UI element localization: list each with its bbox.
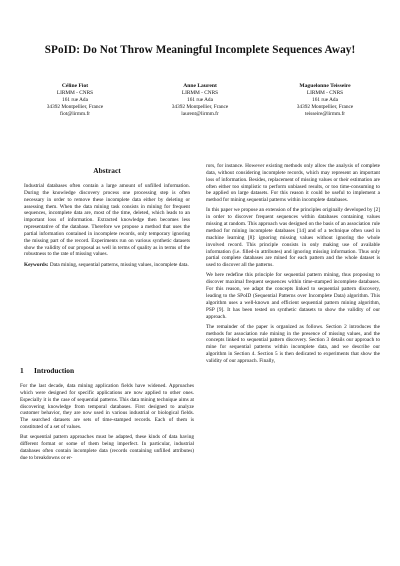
author-address: 34392 Montpellier, France bbox=[46, 103, 104, 110]
author-1 bbox=[20, 83, 130, 118]
paragraph: For the last decade, data mining application fields have widened. Approaches which were designed for specific applications are now applied to other ones. Especially it is the case of sequential patterns. This data mining technique aims at discovering knowledge from temporal databases. First designed to analyze customer behavior, they are now used in various industrial or biological fields. The searched datasets are sets of time-stamped records. Each of them is constituted of a set of values. bbox=[20, 383, 194, 431]
author-address: 34392 Montpellier, France bbox=[296, 103, 354, 110]
author-affiliation: LIRMM - CNRS bbox=[56, 89, 94, 96]
abstract-heading: Abstract bbox=[93, 166, 121, 175]
paragraph: But sequential pattern approaches must be adapted, these kinds of data having different format or some of them being imperfect. In particular, industrial databases often contain incomplete data (records containing unfilled attributes) due to breakdowns or er- bbox=[20, 434, 194, 461]
introduction-body bbox=[20, 383, 194, 465]
section-heading bbox=[20, 366, 194, 375]
abstract-body bbox=[20, 183, 194, 272]
author-name: Céline Fiot bbox=[61, 83, 89, 89]
keywords-text: Data mining, sequential patterns, missing values, incomplete data. bbox=[49, 261, 189, 268]
author-name: Maguelonne Teisseire bbox=[299, 83, 351, 89]
author-address: 161 rue Ada bbox=[312, 96, 338, 103]
author-affiliation: LIRMM - CNRS bbox=[181, 89, 219, 96]
section-title: Introduction bbox=[34, 366, 75, 375]
author-address: 34392 Montpellier, France bbox=[171, 103, 229, 110]
abstract-text: Industrial databases often contain a large amount of unfilled information. During the knowledge discovery process one processing step is often necessary in order to remove these incomplete data either by deleting or assessing them. When the data mining task consists in mining for frequent sequences, incomplete data are, most of the time, deleted, which leads to an important loss of information. Extracted knowledge then becomes less representative of the database. Therefore we propose a method that uses the partial information contained in incomplete records, only temporary ignoring the missing part of the record. Experiments run on various synthetic datasets show the validity of our proposal as well in terms of quality as in terms of the robustness to the rate of missing values. bbox=[24, 183, 190, 258]
right-column bbox=[206, 163, 380, 368]
author-email: fiot@lirmm.fr bbox=[59, 110, 91, 117]
paragraph: The remainder of the paper is organized as follows. Section 2 introduces the methods for association rule mining in the presence of missing values, and the concepts linked to sequential pattern discovery. Section 3 details our approach to mine for sequential patterns within incomplete data, and we describe our algorithm in Section 4. Section 5 is then dedicated to experiments that show the validity of our approach. Finally, bbox=[206, 323, 380, 364]
author-3 bbox=[270, 83, 380, 118]
author-email: laurent@lirmm.fr bbox=[181, 110, 219, 117]
paragraph: In this paper we propose an extension of the principles originally developed by [2] in order to discover frequent sequences within databases containing values missing at random. This approach was designed on the basis of an association rule method for mining incomplete databases [14] and of a technique often used in machine learning [8]: ignoring missing values without ignoring the whole involved record. This principle consists in only making use of available information (i.e. filled-in attributes) and ignoring missing information. Thus only partial complete databases are mined for each pattern and the whole dataset is used to discover all the patterns. bbox=[206, 207, 380, 269]
author-email: teisseire@lirmm.fr bbox=[304, 110, 346, 117]
paper-title: SPoID: Do Not Throw Meaningful Incomplete Sequences Away! bbox=[44, 44, 356, 56]
paragraph: rors, for instance. However existing methods only allow the analysis of complete data, without considering incomplete records, which may represent an important loss of information. Besides, replacement of missing values or their estimation are often either too simplistic to perform unbiased results, or too time-consuming to be applied on large datasets. For this reason it could be useful to implement a method for mining sequential patterns within incomplete databases. bbox=[206, 163, 380, 204]
author-name: Anne Laurent bbox=[183, 83, 217, 89]
keywords bbox=[24, 262, 190, 269]
paragraph: We here redefine this principle for sequential pattern mining, thus proposing to discover maximal frequent sequences within time-stamped incomplete databases. For this reason, we adapt the concepts linked to sequential pattern discovery, leading to the SPoID (Sequential Patterns over Incomplete Data) algorithm. This algorithm uses a well-known and efficient sequential pattern mining algorithm, PSP [9]. It has been tested on synthetic datasets to show the validity of our approach. bbox=[206, 272, 380, 320]
keywords-label: Keywords: bbox=[24, 261, 49, 268]
author-2 bbox=[145, 83, 255, 118]
author-address: 161 rue Ada bbox=[187, 96, 213, 103]
section-number: 1 bbox=[20, 366, 24, 375]
author-address: 161 rue Ada bbox=[62, 96, 88, 103]
author-affiliation: LIRMM - CNRS bbox=[306, 89, 344, 96]
